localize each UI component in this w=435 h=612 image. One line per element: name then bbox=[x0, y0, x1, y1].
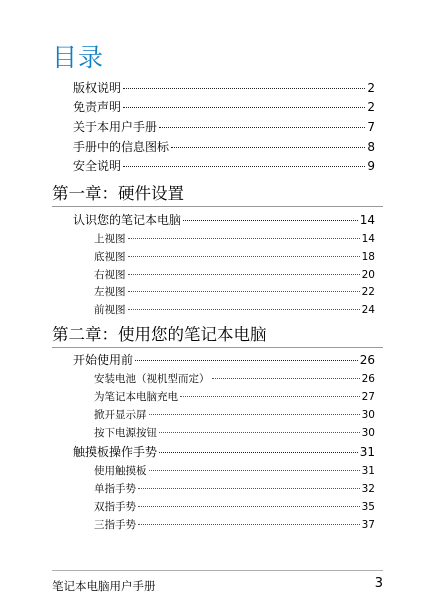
toc-section-getting-started[interactable] bbox=[73, 351, 375, 368]
toc-entry-page: 32 bbox=[361, 483, 375, 495]
toc-entry-charge-laptop[interactable] bbox=[94, 389, 375, 404]
toc-entry-open-display[interactable] bbox=[94, 407, 375, 422]
toc-entry-label: 左视图 bbox=[94, 286, 126, 298]
toc-entry-disclaimer[interactable] bbox=[73, 98, 375, 115]
toc-entry-page: 30 bbox=[361, 427, 375, 439]
dot-leader bbox=[149, 470, 360, 471]
toc-entry-page: 22 bbox=[361, 286, 375, 298]
toc-entry-two-finger[interactable] bbox=[94, 499, 375, 514]
toc-entry-label: 开始使用前 bbox=[73, 353, 134, 367]
dot-leader bbox=[159, 452, 358, 453]
toc-entry-top-view[interactable] bbox=[94, 231, 375, 246]
chapter-heading[interactable]: 第一章：硬件设置 bbox=[52, 184, 184, 203]
toc-entry-page: 2 bbox=[367, 100, 375, 114]
dot-leader bbox=[128, 309, 360, 310]
toc-section-know-laptop[interactable] bbox=[73, 211, 375, 228]
toc-entry-label: 关于本用户手册 bbox=[73, 120, 158, 134]
toc-entry-three-finger[interactable] bbox=[94, 517, 375, 532]
dot-leader bbox=[159, 432, 360, 433]
toc-entry-page: 14 bbox=[359, 213, 375, 227]
chapter-heading[interactable]: 第二章：使用您的笔记本电脑 bbox=[52, 325, 267, 344]
toc-entry-copyright[interactable] bbox=[73, 79, 375, 96]
toc-entry-info-icons[interactable] bbox=[73, 138, 375, 155]
toc-entry-page: 24 bbox=[361, 304, 375, 316]
toc-entry-label: 双指手势 bbox=[94, 501, 136, 513]
toc-entry-page: 31 bbox=[359, 445, 375, 459]
dot-leader bbox=[123, 166, 365, 167]
dot-leader bbox=[128, 274, 360, 275]
toc-entry-label: 为笔记本电脑充电 bbox=[94, 391, 178, 403]
toc-entry-label: 使用触摸板 bbox=[94, 465, 147, 477]
toc-entry-about-manual[interactable] bbox=[73, 118, 375, 135]
toc-entry-page: 26 bbox=[359, 353, 375, 367]
dot-leader bbox=[180, 396, 360, 397]
footer-page-number: 3 bbox=[374, 576, 383, 591]
toc-entry-page: 9 bbox=[367, 159, 375, 173]
toc-entry-page: 37 bbox=[361, 519, 375, 531]
dot-leader bbox=[123, 88, 365, 89]
toc-entry-page: 31 bbox=[361, 465, 375, 477]
toc-entry-label: 三指手势 bbox=[94, 519, 136, 531]
toc-entry-left-view[interactable] bbox=[94, 284, 375, 299]
toc-entry-page: 27 bbox=[361, 391, 375, 403]
toc-entry-right-view[interactable] bbox=[94, 267, 375, 282]
toc-entry-power-button[interactable] bbox=[94, 425, 375, 440]
dot-leader bbox=[138, 506, 360, 507]
chapter-rule bbox=[52, 347, 383, 348]
dot-leader bbox=[159, 127, 365, 128]
toc-entry-safety[interactable] bbox=[73, 157, 375, 174]
dot-leader bbox=[149, 414, 360, 415]
toc-entry-label: 按下电源按钮 bbox=[94, 427, 157, 439]
toc-entry-install-battery[interactable] bbox=[94, 371, 375, 386]
dot-leader bbox=[212, 378, 360, 379]
toc-entry-page: 14 bbox=[361, 233, 375, 245]
toc-entry-label: 版权说明 bbox=[73, 81, 122, 95]
toc-entry-label: 底视图 bbox=[94, 251, 126, 263]
toc-entry-page: 8 bbox=[367, 140, 375, 154]
chapter-rule bbox=[52, 206, 383, 207]
toc-entry-page: 18 bbox=[361, 251, 375, 263]
dot-leader bbox=[128, 291, 360, 292]
toc-entry-label: 手册中的信息图标 bbox=[73, 140, 170, 154]
toc-entry-label: 认识您的笔记本电脑 bbox=[73, 213, 182, 227]
toc-entry-use-touchpad[interactable] bbox=[94, 463, 375, 478]
dot-leader bbox=[183, 220, 358, 221]
toc-entry-page: 35 bbox=[361, 501, 375, 513]
toc-entry-label: 右视图 bbox=[94, 269, 126, 281]
toc-entry-page: 7 bbox=[367, 120, 375, 134]
toc-entry-label: 触摸板操作手势 bbox=[73, 445, 158, 459]
toc-entry-page: 20 bbox=[361, 269, 375, 281]
dot-leader bbox=[128, 256, 360, 257]
dot-leader bbox=[171, 147, 365, 148]
page-title: 目录 bbox=[52, 43, 105, 72]
toc-entry-bottom-view[interactable] bbox=[94, 249, 375, 264]
toc-section-touchpad-gestures[interactable] bbox=[73, 443, 375, 460]
toc-entry-one-finger[interactable] bbox=[94, 481, 375, 496]
footer-rule bbox=[52, 570, 383, 571]
toc-entry-page: 2 bbox=[367, 81, 375, 95]
toc-entry-label: 安装电池（视机型而定） bbox=[94, 373, 210, 385]
dot-leader bbox=[135, 360, 358, 361]
toc-entry-label: 单指手势 bbox=[94, 483, 136, 495]
dot-leader bbox=[138, 524, 360, 525]
footer-title: 笔记本电脑用户手册 bbox=[52, 579, 156, 593]
dot-leader bbox=[128, 238, 360, 239]
toc-entry-page: 26 bbox=[361, 373, 375, 385]
dot-leader bbox=[123, 107, 365, 108]
toc-entry-label: 免责声明 bbox=[73, 100, 122, 114]
dot-leader bbox=[138, 488, 360, 489]
toc-entry-label: 安全说明 bbox=[73, 159, 122, 173]
toc-entry-label: 上视图 bbox=[94, 233, 126, 245]
toc-entry-front-view[interactable] bbox=[94, 302, 375, 317]
toc-entry-page: 30 bbox=[361, 409, 375, 421]
toc-entry-label: 掀开显示屏 bbox=[94, 409, 147, 421]
toc-entry-label: 前视图 bbox=[94, 304, 126, 316]
